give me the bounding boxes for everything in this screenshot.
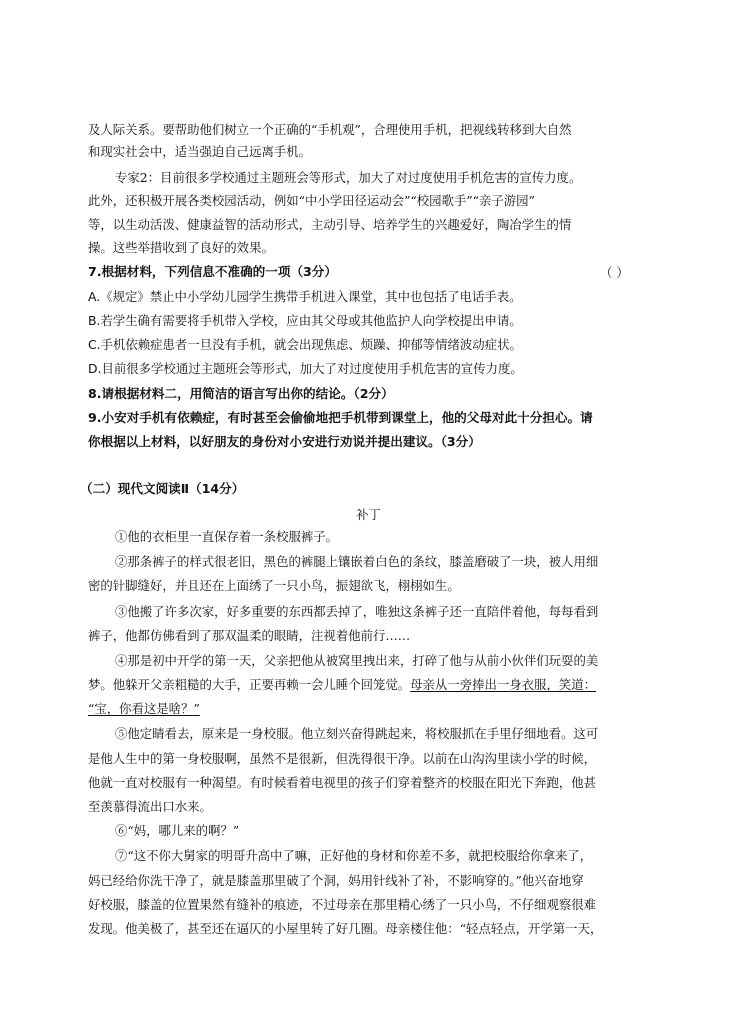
- question-8-stem: 8.请根据材料二，用简洁的语言写出你的结论。（2分）: [88, 386, 394, 401]
- material-line: 和现实社会中，适当强迫自己远离手机。: [88, 144, 312, 159]
- story-paragraph-1: ①他的衣柜里一直保存着一条校服裤子。: [115, 529, 339, 544]
- answer-parentheses: （ ）: [600, 265, 629, 280]
- story-paragraph-7-line: ⑦“这不你大舅家的明哥升高中了嘛，正好他的身材和你差不多，就把校服给你拿来了，: [115, 848, 593, 863]
- story-paragraph-5-line: 是他人生中的第一身校服啊，虽然不是很新，但洗得很干净。以前在山沟沟里读小学的时候，: [88, 751, 597, 766]
- story-paragraph-4-line: [88, 676, 648, 693]
- question-7-option-d: D.目前很多学校通过主题班会等形式，加大了对过度使用手机危害的宣传力度。: [88, 361, 523, 376]
- question-7-option-a: A.《规定》禁止中小学幼儿园学生携带手机进入课堂，其中也包括了电话手表。: [88, 289, 522, 304]
- story-paragraph-7-line: 好校服，膝盖的位置果然有缝补的痕迹，不过母亲在那里精心绣了一只小鸟，不仔细观察很难: [88, 897, 597, 912]
- story-paragraph-5-line: ⑤他定睛看去，原来是一身校服。他立刻兴奋得跳起来，将校服抓在手里仔细地看。这可: [115, 726, 599, 741]
- question-7-option-c: C.手机依赖症患者一旦没有手机，就会出现焦虑、烦躁、抑郁等情绪波动症状。: [88, 337, 522, 352]
- underlined-sentence: “宝，你看这是啥？”: [88, 701, 200, 716]
- underlined-sentence: 母亲从一旁捧出一身衣服，笑道：: [410, 677, 597, 692]
- question-7-stem: 7.根据材料，下列信息不准确的一项（3分）: [88, 264, 337, 279]
- story-paragraph-6: ⑥“妈，哪儿来的啊？”: [115, 823, 240, 838]
- question-9-line: 你根据以上材料，以好朋友的身份对小安进行劝说并提出建议。（3分）: [88, 434, 481, 449]
- question-7-option-b: B.若学生确有需要将手机带入学校，应由其父母或其他监护人向学校提出申请。: [88, 313, 522, 328]
- story-paragraph-4-line: [88, 700, 648, 717]
- section-heading: （二）现代文阅读Ⅱ（14分）: [80, 481, 245, 496]
- story-paragraph-2-line: 密的针脚缝好，并且还在上面绣了一只小鸟，振翅欲飞，栩栩如生。: [88, 578, 460, 593]
- story-title: 补丁: [356, 507, 381, 522]
- expert2-line: 操。这些举措收到了良好的效果。: [88, 240, 274, 255]
- story-paragraph-5-line: 至羡慕得流出口水来。: [88, 799, 212, 814]
- story-paragraph-5-line: 他就一直对校服有一种渴望。有时候看着电视里的孩子们穿着整齐的校服在阳光下奔跑，他甚: [88, 775, 597, 790]
- story-paragraph-3-line: 裤子，他都仿佛看到了那双温柔的眼睛，注视着他前行……: [88, 628, 411, 643]
- story-paragraph-2-line: ②那条裤子的样式很老旧，黑色的裤腿上镶嵌着白色的条纹，膝盖磨破了一块，被人用细: [115, 554, 599, 569]
- expert2-line: 专家2：目前很多学校通过主题班会等形式，加大了对过度使用手机危害的宣传力度。: [115, 170, 582, 185]
- material-line: 及人际关系。要帮助他们树立一个正确的“手机观”，合理使用手机，把视线转移到大自然: [88, 122, 572, 137]
- expert2-line: 此外，还积极开展各类校园活动，例如“中小学田径运动会”“校园歌手”“亲子游园”: [88, 193, 535, 208]
- story-paragraph-3-line: ③他搬了许多次家，好多重要的东西都丢掉了，唯独这条裤子还一直陪伴着他，每每看到: [115, 604, 599, 619]
- story-paragraph-7-line: 发现。他美极了，甚至还在逼仄的小屋里转了好几圈。母亲楼住他：“轻点轻点，开学第一天，: [88, 921, 603, 936]
- story-paragraph-7-line: 妈已经给你洗干净了，就是膝盖那里破了个洞，妈用针线补了补，不影响穿的。”他兴奋地穿: [88, 873, 584, 888]
- story-paragraph-4-line: ④那是初中开学的第一天，父亲把他从被窝里拽出来，打碎了他与从前小伙伴们玩耍的美: [115, 653, 599, 668]
- question-9-line: 9.小安对手机有依赖症，有时甚至会偷偷地把手机带到课堂上，他的父母对此十分担心。请: [88, 410, 593, 425]
- expert2-line: 等，以生动活泼、健康益智的活动形式，主动引导、培养学生的兴趣爱好，陶冶学生的情: [88, 217, 572, 232]
- story-text: 梦。他躲开父亲粗糙的大手，正要再赖一会儿睡个回笼觉。: [88, 677, 411, 692]
